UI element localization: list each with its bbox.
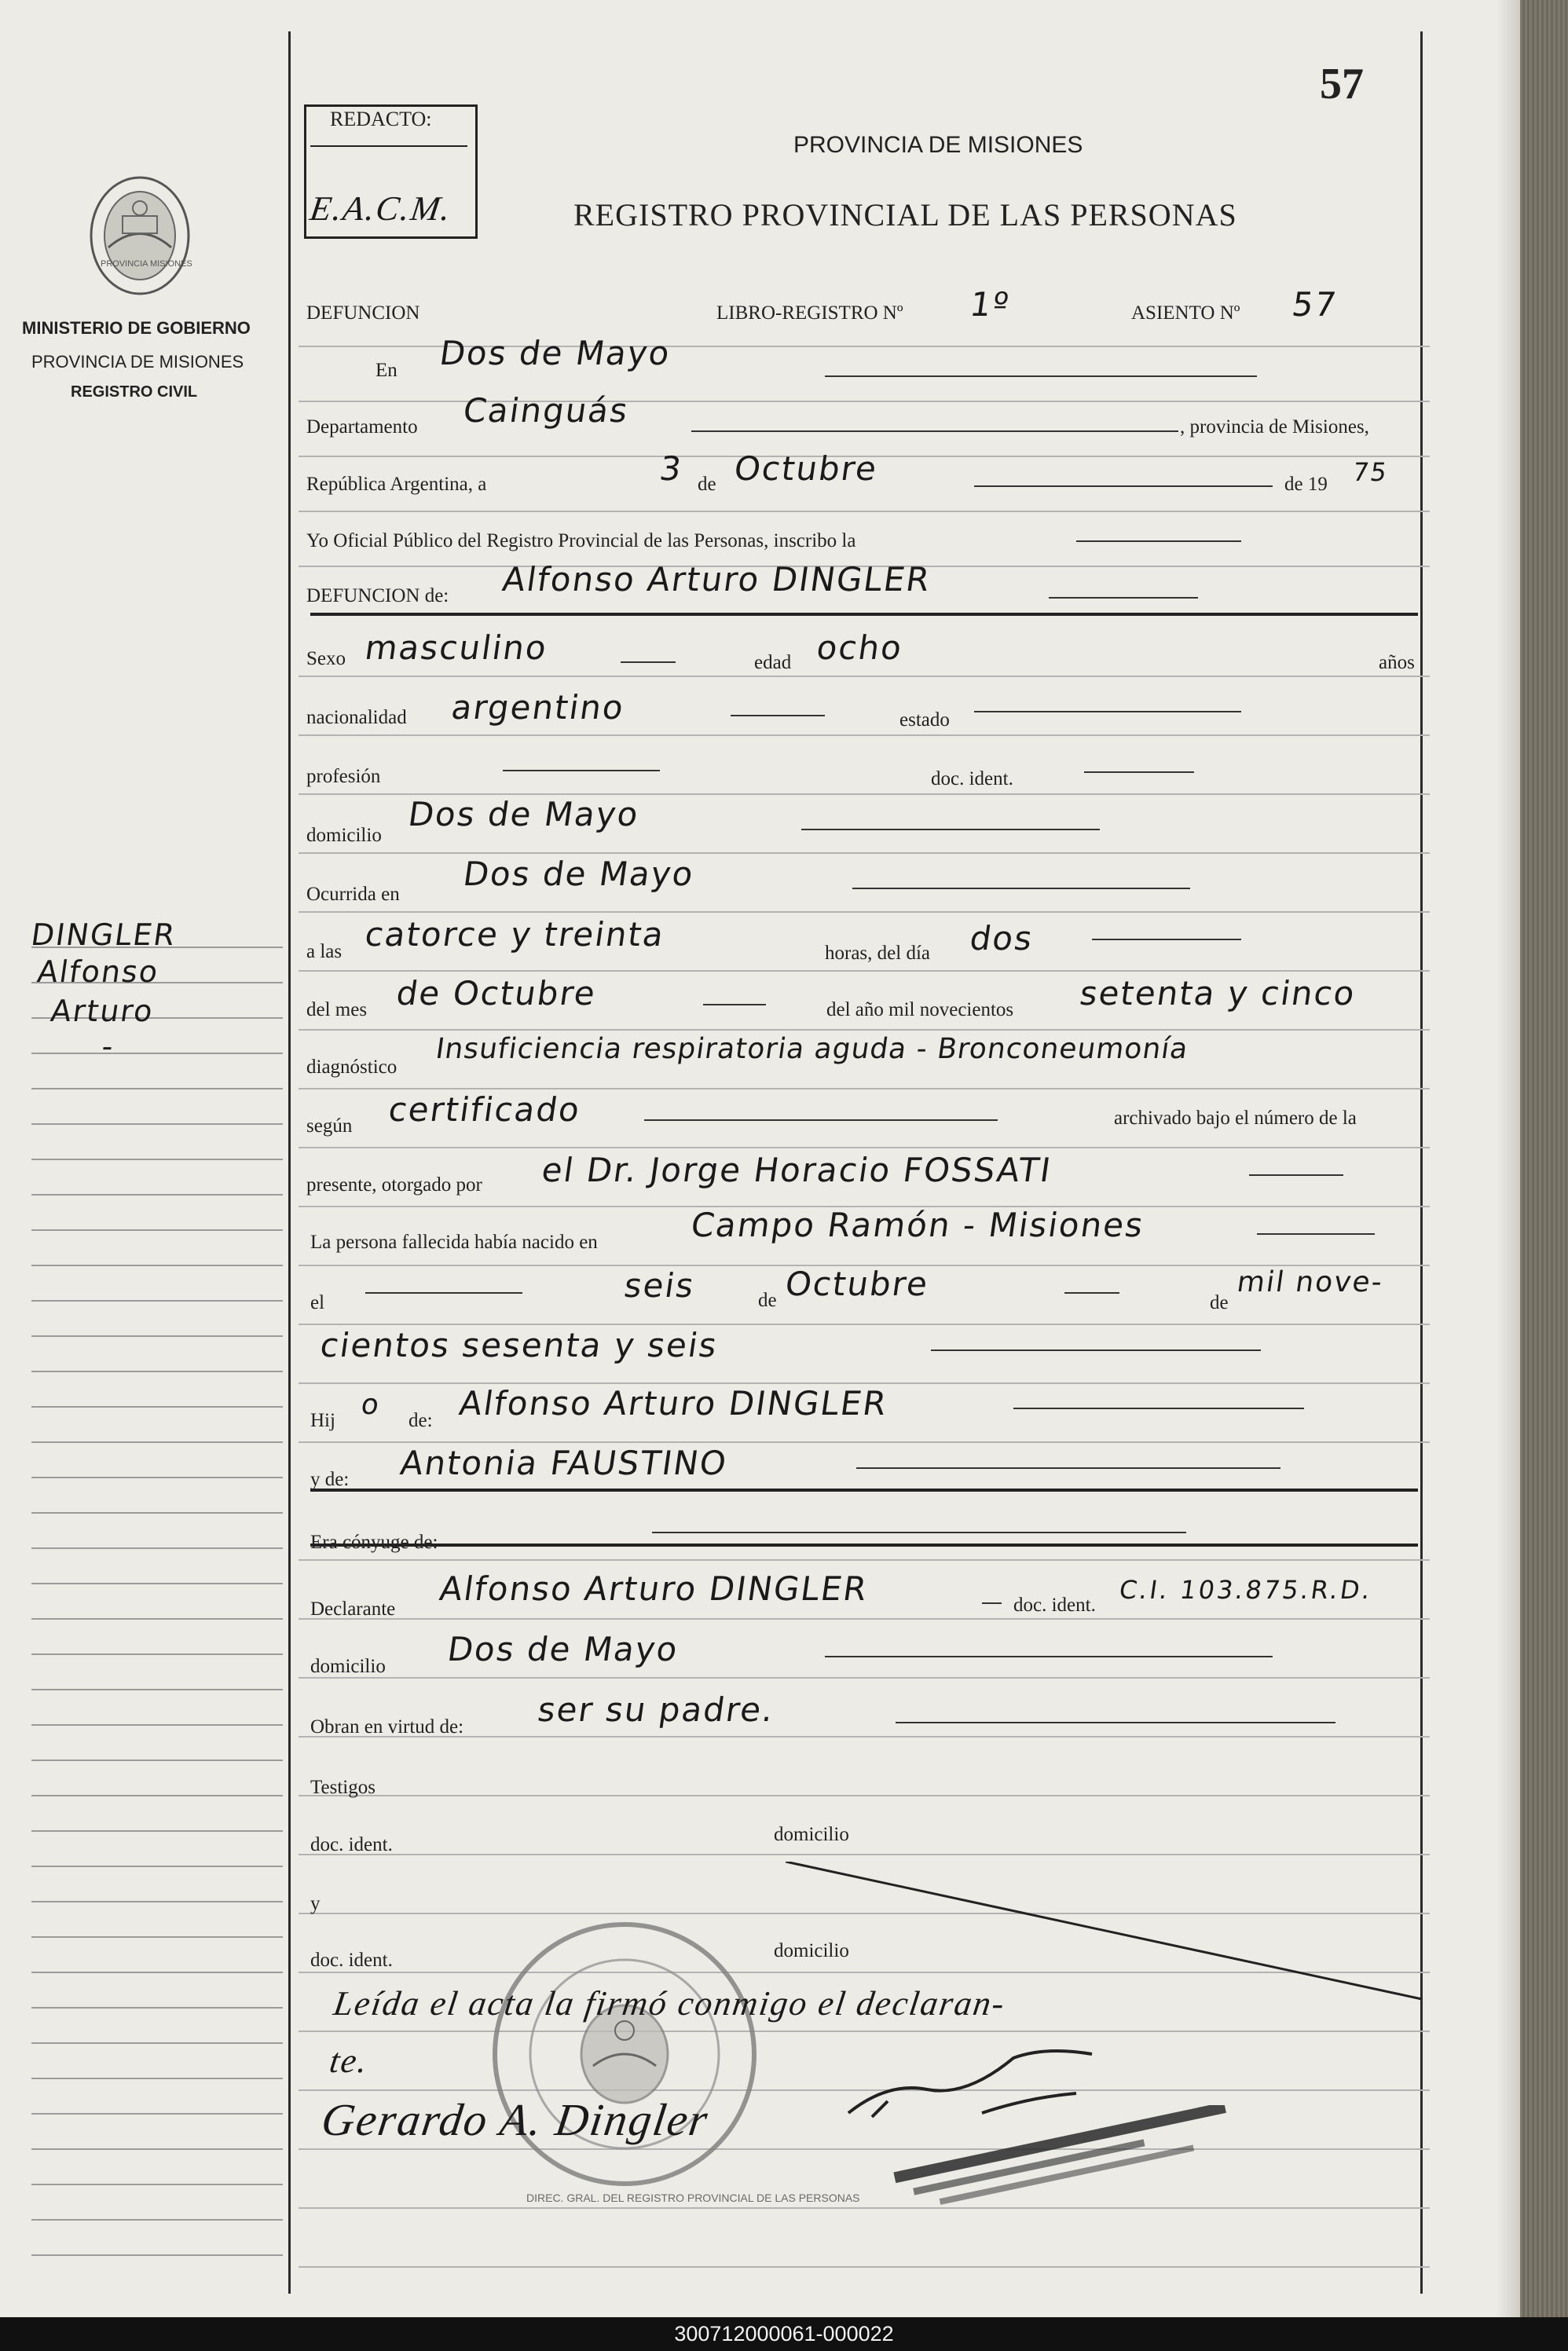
page-edge <box>1497 0 1520 2317</box>
archive-id: 300712000061-000022 <box>674 2322 894 2346</box>
stub-rule <box>31 1053 283 1054</box>
stub-rule <box>31 2007 283 2009</box>
a-las-label: a las <box>306 941 343 962</box>
fecha-de-label: de <box>698 474 716 495</box>
fecha-mes: Octubre <box>731 449 881 488</box>
blank-line <box>982 1602 1002 1604</box>
mother-name: Antonia FAUSTINO <box>397 1444 731 1482</box>
nacido-value: Campo Ramón - Misiones <box>688 1206 1147 1244</box>
margin-note-dash: - <box>99 1029 117 1064</box>
stub-rule <box>31 1795 283 1796</box>
defuncion-de-label: DEFUNCION de: <box>306 585 449 606</box>
stub-rule <box>31 1371 283 1372</box>
obran-value: ser su padre. <box>535 1690 778 1729</box>
blank-line <box>703 1004 766 1005</box>
form-rule <box>299 1618 1430 1620</box>
form-rule <box>299 1677 1430 1679</box>
nacionalidad-value: argentino <box>449 688 628 727</box>
stub-rule <box>31 1159 283 1160</box>
stub-rule <box>31 1936 283 1938</box>
doc-ident-label: doc. ident. <box>931 768 1013 789</box>
section-divider <box>310 1544 1418 1547</box>
blank-line <box>1076 540 1241 542</box>
closing-statement-1: Leída el acta la firmó conmigo el declaran- <box>331 1984 1009 2023</box>
stub-rule <box>31 1583 283 1584</box>
declarante-domicilio-value: Dos de Mayo <box>445 1630 682 1668</box>
hijo-de-label: de: <box>408 1410 433 1431</box>
blank-line <box>856 1467 1280 1469</box>
stub-rule <box>31 1547 283 1549</box>
estado-label: estado <box>899 709 950 731</box>
seal-ring-text: PROVINCIA MISIONES <box>101 259 192 269</box>
sexo-label: Sexo <box>306 648 346 669</box>
en-value: Dos de Mayo <box>437 334 674 372</box>
form-rule <box>299 1736 1430 1738</box>
blank-line <box>731 715 825 716</box>
ministry-line-1: MINISTERIO DE GOBIERNO <box>22 318 251 338</box>
stub-rule <box>31 1866 283 1867</box>
form-rule <box>299 511 1430 512</box>
ocurrida-value: Dos de Mayo <box>460 855 698 893</box>
form-rule <box>299 1324 1430 1325</box>
testigo2-domicilio-label: domicilio <box>774 1940 849 1961</box>
stub-rule <box>31 1830 283 1832</box>
hijo-label: Hij <box>310 1410 335 1431</box>
blank-line <box>1084 771 1194 773</box>
conyuge-label: Era cónyuge de: <box>310 1532 438 1553</box>
el-label: el <box>310 1292 325 1313</box>
diagnostico-value: Insuficiencia respiratoria aguda - Bronconeumonía <box>434 1033 1191 1065</box>
blank-line <box>931 1349 1261 1351</box>
ocurrida-label: Ocurrida en <box>306 884 400 905</box>
blank-line <box>801 829 1100 830</box>
sexo-value: masculino <box>362 628 551 667</box>
blank-line <box>974 485 1273 487</box>
fecha-anio: 75 <box>1350 457 1390 487</box>
dia-value: dos <box>967 919 1036 958</box>
declarante-label: Declarante <box>310 1598 396 1620</box>
blank-line <box>1064 1292 1119 1294</box>
asiento-value: 57 <box>1289 285 1340 324</box>
stub-rule <box>31 2219 283 2221</box>
form-rule <box>299 676 1430 677</box>
archivado-label: archivado bajo el número de la <box>1114 1108 1357 1129</box>
blank-line <box>365 1292 522 1294</box>
nac-de2-label: de <box>1210 1292 1229 1313</box>
redacto-divider <box>310 145 467 147</box>
form-rule <box>299 970 1430 972</box>
section-divider <box>310 613 1418 616</box>
form-rule <box>299 1088 1430 1089</box>
stub-rule <box>31 2042 283 2044</box>
redacto-initials: E.A.C.M. <box>307 189 455 228</box>
y-label: y <box>310 1893 321 1914</box>
form-rule <box>299 1854 1430 1855</box>
form-rule <box>299 1795 1430 1796</box>
blank-line <box>825 1656 1273 1657</box>
nac-de-label: de <box>758 1290 777 1311</box>
registry-heading: REGISTRO PROVINCIAL DE LAS PERSONAS <box>573 197 1237 233</box>
form-rule <box>299 2207 1430 2209</box>
seal-ring-text: DIREC. GRAL. DEL REGISTRO PROVINCIAL DE LAS PERSONAS <box>526 2192 860 2204</box>
section-divider <box>310 1489 1418 1492</box>
departamento-value: Cainguás <box>460 391 632 430</box>
de19-label: de 19 <box>1284 474 1328 495</box>
y-de-label: y de: <box>310 1469 350 1490</box>
horas-label: horas, del día <box>825 943 930 964</box>
stub-rule <box>31 1689 283 1690</box>
diagnostico-label: diagnóstico <box>306 1056 397 1078</box>
stub-rule <box>31 1760 283 1761</box>
libro-label: LIBRO-REGISTRO Nº <box>716 302 903 324</box>
blank-line <box>621 661 676 663</box>
page-number: 57 <box>1320 60 1364 108</box>
stub-rule <box>31 1441 283 1443</box>
stub-divider-line <box>288 31 291 2294</box>
stub-rule <box>31 1406 283 1408</box>
departamento-label: Departamento <box>306 416 418 438</box>
margin-note-surname: DINGLER <box>28 917 179 952</box>
a-las-value: catorce y treinta <box>362 915 668 954</box>
provincia-suffix: , provincia de Misiones, <box>1180 416 1369 438</box>
stub-rule <box>31 1300 283 1302</box>
libro-value: 1º <box>967 285 1013 324</box>
profesion-label: profesión <box>306 766 381 787</box>
presente-label: presente, otorgado por <box>306 1174 482 1196</box>
ministry-line-2: PROVINCIA DE MISIONES <box>31 352 244 372</box>
stub-rule <box>31 2113 283 2115</box>
coat-of-arms-seal <box>85 173 195 298</box>
nac-anio-part2: cientos sesenta y seis <box>317 1326 721 1364</box>
domicilio-label: domicilio <box>306 825 382 846</box>
testigo1-doc-label: doc. ident. <box>310 1834 393 1855</box>
form-rule <box>299 2266 1430 2268</box>
blank-line <box>1257 1233 1375 1235</box>
del-mes-label: del mes <box>306 999 368 1020</box>
nacido-label: La persona fallecida había nacido en <box>310 1232 598 1253</box>
official-stamp <box>880 2105 1249 2223</box>
deceased-name: Alfonso Arturo DINGLER <box>500 560 934 599</box>
margin-note-name-2: Arturo <box>48 994 156 1028</box>
testigos-label: Testigos <box>310 1777 376 1798</box>
stub-rule <box>31 1512 283 1514</box>
blank-line <box>825 375 1257 377</box>
declarant-signature: Gerardo A. Dingler <box>318 2094 713 2145</box>
presente-value: el Dr. Jorge Horacio FOSSATI <box>539 1151 1055 1189</box>
nac-dia: seis <box>621 1266 698 1305</box>
fecha-dia: 3 <box>657 449 686 488</box>
form-rule <box>299 1559 1430 1561</box>
anio-label: del año mil novecientos <box>826 999 1014 1020</box>
segun-label: según <box>306 1115 353 1137</box>
stub-rule <box>31 1088 283 1089</box>
declarante-doc-label: doc. ident. <box>1013 1595 1096 1616</box>
stub-rule <box>31 1653 283 1655</box>
nacionalidad-label: nacionalidad <box>306 707 407 728</box>
edad-label: edad <box>754 652 792 673</box>
domicilio-value: Dos de Mayo <box>405 795 643 833</box>
closing-statement-2: te. <box>327 2042 372 2080</box>
republica-label: República Argentina, a <box>306 474 487 495</box>
blank-line <box>644 1119 998 1121</box>
nac-anio-part1: mil nove- <box>1235 1266 1386 1298</box>
stub-rule <box>31 1477 283 1478</box>
testigo2-doc-label: doc. ident. <box>310 1950 393 1971</box>
form-rule <box>299 2148 1430 2150</box>
blank-line <box>1013 1408 1304 1409</box>
testigo1-domicilio-label: domicilio <box>774 1824 849 1845</box>
ministry-line-3: REGISTRO CIVIL <box>71 383 198 401</box>
stub-rule <box>31 1229 283 1231</box>
declarante-domicilio-label: domicilio <box>310 1656 386 1677</box>
en-label: En <box>376 360 397 381</box>
form-rule <box>299 1147 1430 1148</box>
archive-footer <box>0 2317 1568 2351</box>
nac-mes: Octubre <box>782 1265 932 1303</box>
blank-line <box>652 1532 1186 1533</box>
stub-rule <box>31 1972 283 1973</box>
blank-line <box>974 711 1241 712</box>
stub-rule <box>31 2078 283 2079</box>
stub-rule <box>31 1123 283 1125</box>
stub-rule <box>31 1618 283 1620</box>
stub-rule <box>31 1265 283 1266</box>
declarante-value: Alfonso Arturo DINGLER <box>437 1569 871 1608</box>
stub-rule <box>31 1194 283 1196</box>
margin-note-name-1: Alfonso <box>35 954 162 989</box>
stub-rule <box>31 1901 283 1902</box>
segun-value: certificado <box>386 1090 584 1129</box>
stub-rule <box>31 1724 283 1726</box>
form-rule <box>299 911 1430 913</box>
oficial-text: Yo Oficial Público del Registro Provincial de las Personas, inscribo la <box>306 530 856 551</box>
anos-label: años <box>1379 652 1415 673</box>
blank-line <box>1092 939 1241 940</box>
father-name: Alfonso Arturo DINGLER <box>456 1384 891 1423</box>
asiento-label: ASIENTO Nº <box>1131 302 1240 324</box>
obran-label: Obran en virtud de: <box>310 1716 464 1738</box>
form-rule <box>299 852 1430 854</box>
form-rule <box>299 734 1430 736</box>
stub-rule <box>31 2254 283 2256</box>
book-spine <box>1520 0 1568 2317</box>
form-rule <box>299 1441 1430 1443</box>
stub-rule <box>31 2148 283 2150</box>
province-heading: PROVINCIA DE MISIONES <box>793 132 1083 158</box>
redacto-label: REDACTO: <box>330 108 432 130</box>
blank-line <box>896 1722 1335 1723</box>
stub-rule <box>31 2184 283 2185</box>
anio-value: setenta y cinco <box>1077 974 1359 1013</box>
blank-line <box>852 888 1190 889</box>
form-rule <box>299 1029 1430 1031</box>
blank-line <box>1049 597 1198 599</box>
blank-line <box>1249 1174 1343 1176</box>
declarante-doc-value: C.I. 103.875.R.D. <box>1117 1575 1375 1605</box>
official-seal <box>483 1913 766 2195</box>
blank-line <box>503 770 660 771</box>
blank-line <box>691 430 1178 432</box>
defuncion-label: DEFUNCION <box>306 302 420 324</box>
mes-value: de Octubre <box>394 974 599 1013</box>
edad-value: ocho <box>814 628 906 667</box>
hijo-suffix: o <box>359 1389 383 1421</box>
stub-rule <box>31 1335 283 1337</box>
